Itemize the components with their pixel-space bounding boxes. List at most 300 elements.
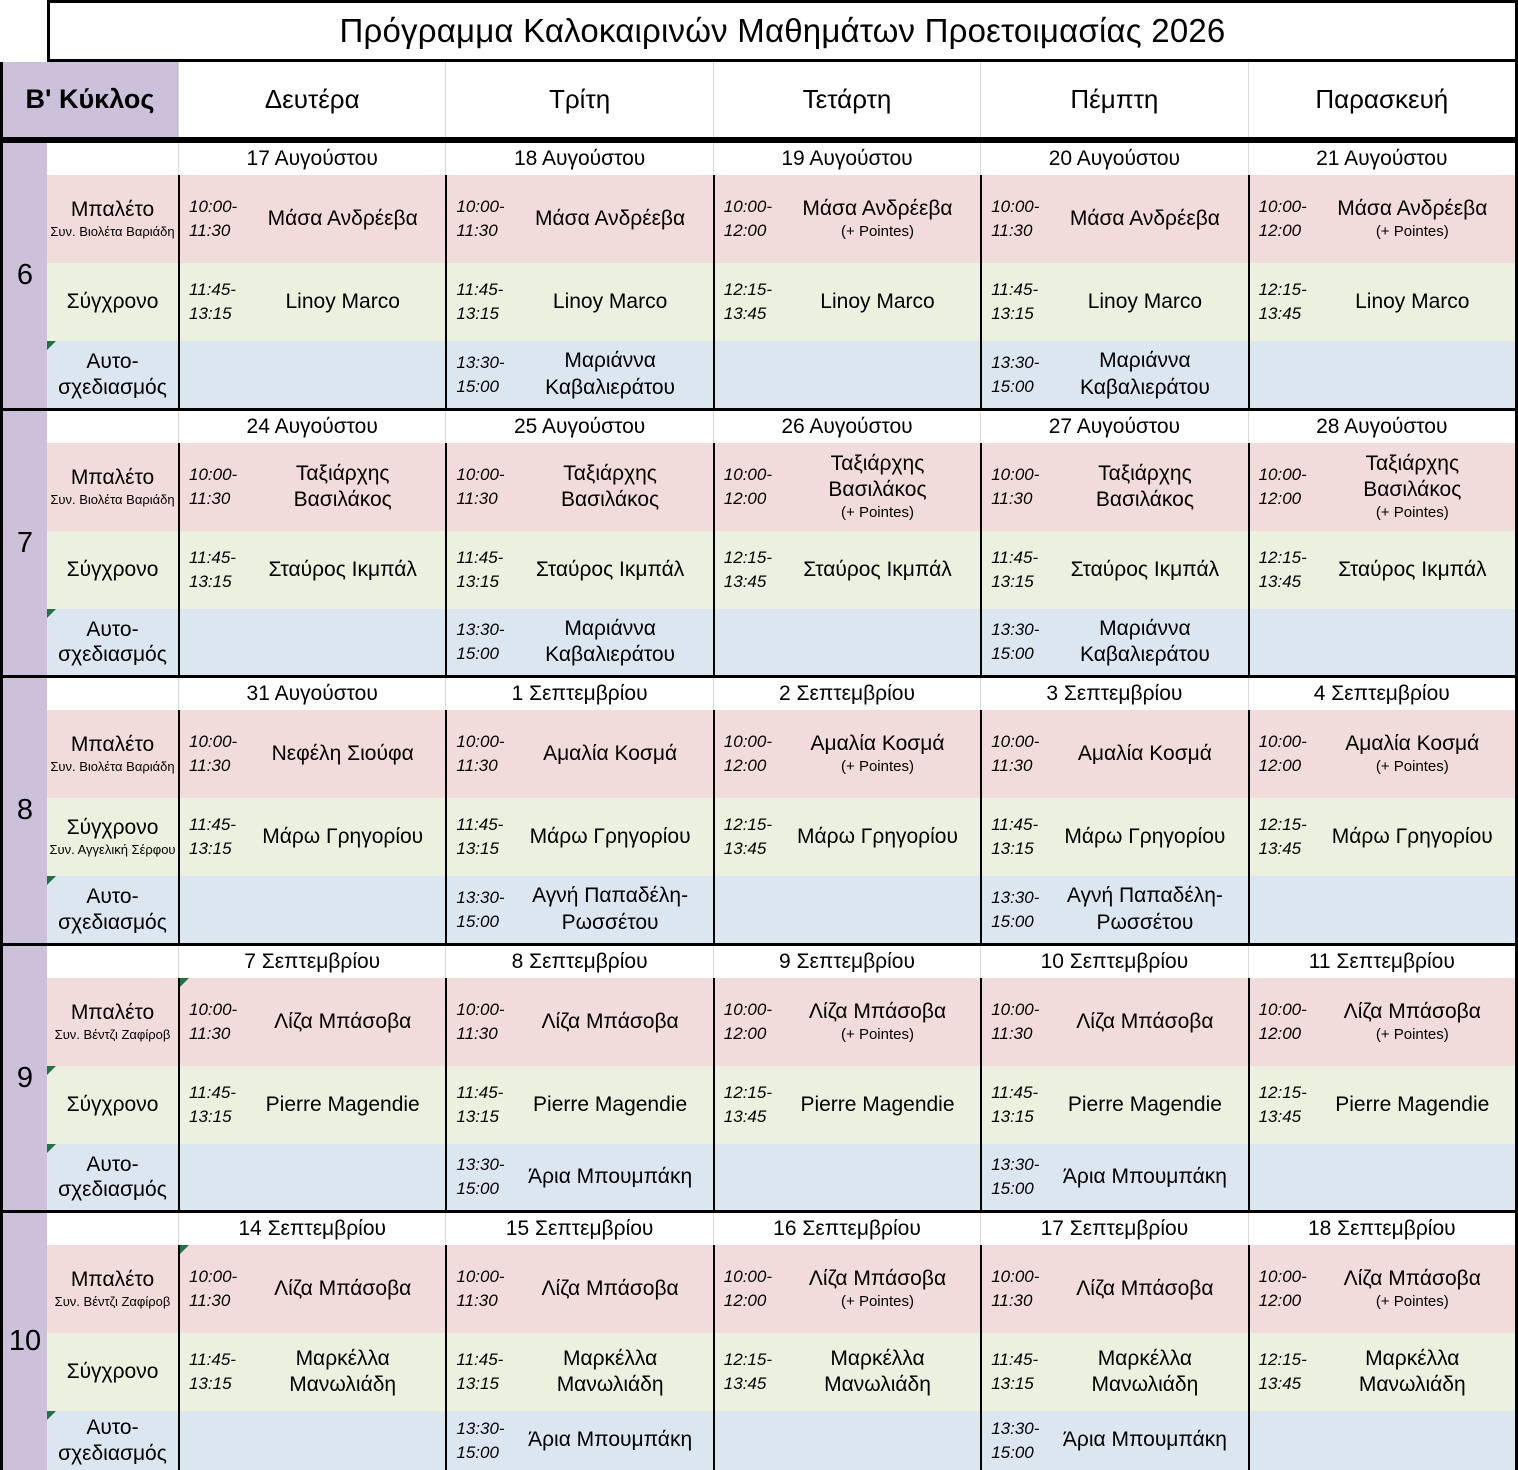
week-block bbox=[3, 140, 1515, 408]
header-row bbox=[3, 62, 1515, 140]
pointes-note: (+ Pointes) bbox=[841, 758, 914, 776]
label-spacer bbox=[47, 143, 178, 175]
week-row-labels bbox=[47, 143, 178, 408]
class-cell-improv bbox=[980, 1411, 1247, 1470]
teacher-name: Αμαλία Κοσμά bbox=[810, 732, 945, 755]
teacher-area bbox=[779, 1346, 980, 1399]
teacher-area bbox=[1046, 461, 1247, 514]
teacher-area bbox=[511, 1276, 712, 1302]
time-range: 13:30- 15:00 bbox=[991, 887, 1040, 931]
time-range: 13:30- 15:00 bbox=[991, 1155, 1040, 1198]
class-cell-contemp bbox=[713, 1333, 980, 1411]
row-label-contemp bbox=[47, 263, 178, 341]
day-column bbox=[445, 1213, 712, 1470]
time-range: 11:45- 13:15 bbox=[456, 548, 504, 591]
row-label-improv bbox=[47, 876, 178, 943]
class-cell-improv bbox=[980, 341, 1247, 408]
class-cell-improv bbox=[445, 609, 712, 675]
class-cell-contemp bbox=[980, 798, 1247, 876]
teacher-name: Λίζα Μπάσοβα bbox=[541, 1009, 679, 1033]
teacher-name: Λίζα Μπάσοβα bbox=[1343, 1267, 1481, 1290]
teacher-area bbox=[1314, 289, 1515, 315]
day-column bbox=[713, 411, 980, 675]
schedule-table bbox=[0, 62, 1518, 1470]
time-range: 12:15- 13:45 bbox=[723, 815, 772, 858]
teacher-name: Ταξιάρχης Βασιλάκος bbox=[561, 461, 660, 511]
teacher-name: Ταξιάρχης Βασιλάκος bbox=[1363, 451, 1462, 502]
row-label-text bbox=[47, 349, 178, 399]
day-column bbox=[980, 143, 1247, 408]
class-cell-ballet bbox=[445, 175, 712, 263]
class-cell-ballet bbox=[1248, 1245, 1515, 1333]
teacher-area bbox=[1046, 741, 1247, 767]
label-spacer bbox=[47, 411, 178, 443]
time-range: 10:00- 12:00 bbox=[1258, 1267, 1307, 1310]
week-number: 6 bbox=[3, 143, 47, 408]
teacher-area bbox=[244, 1092, 445, 1118]
teacher-area bbox=[779, 824, 980, 850]
class-cell-contemp bbox=[178, 263, 445, 341]
row-label-improv bbox=[47, 1411, 178, 1470]
time-range: 12:15- 13:45 bbox=[1258, 1350, 1307, 1393]
day-column bbox=[1248, 1213, 1515, 1470]
class-cell-improv bbox=[713, 609, 980, 675]
row-label-title: Αυτο-σχεδιασμός bbox=[58, 1416, 167, 1465]
day-column bbox=[980, 678, 1247, 943]
teacher-area bbox=[511, 883, 712, 936]
class-cell-ballet bbox=[178, 978, 445, 1066]
class-cell-contemp bbox=[445, 263, 712, 341]
class-cell-improv bbox=[1248, 1411, 1515, 1470]
time-range: 11:45- 13:15 bbox=[991, 280, 1039, 323]
pointes-note: (+ Pointes) bbox=[841, 223, 914, 241]
time-range: 13:30- 15:00 bbox=[456, 1418, 505, 1462]
teacher-name: Σταύρος Ικμπάλ bbox=[268, 557, 417, 581]
teacher-name: Σταύρος Ικμπάλ bbox=[1070, 557, 1220, 581]
class-cell-contemp bbox=[445, 1066, 712, 1144]
row-label-text bbox=[47, 815, 178, 858]
class-cell-improv bbox=[1248, 609, 1515, 675]
teacher-name: Ταξιάρχης Βασιλάκος bbox=[1095, 461, 1194, 511]
time-range: 11:45- 13:15 bbox=[991, 1350, 1039, 1393]
label-spacer bbox=[47, 678, 178, 710]
teacher-area bbox=[1314, 196, 1515, 242]
day-column bbox=[713, 143, 980, 408]
teacher-name: Λίζα Μπάσοβα bbox=[1076, 1276, 1214, 1300]
teacher-name: Linoy Marco bbox=[1355, 289, 1470, 313]
label-spacer bbox=[47, 1213, 178, 1245]
date-header: 7 Σεπτεμβρίου bbox=[178, 946, 445, 978]
teacher-area bbox=[244, 824, 445, 850]
class-cell-ballet bbox=[713, 443, 980, 531]
class-cell-ballet bbox=[980, 175, 1247, 263]
row-label-text bbox=[47, 1000, 178, 1043]
teacher-name: Linoy Marco bbox=[1087, 289, 1203, 313]
row-label-subtitle: Συν. Βέντζι Ζαφίροβ bbox=[54, 1294, 171, 1310]
teacher-area bbox=[1046, 206, 1247, 232]
teacher-area bbox=[511, 1164, 712, 1190]
teacher-area bbox=[1046, 1427, 1247, 1453]
class-cell-ballet bbox=[1248, 710, 1515, 798]
class-cell-improv bbox=[1248, 876, 1515, 943]
date-header: 31 Αυγούστου bbox=[178, 678, 445, 710]
week-row-labels bbox=[47, 946, 178, 1210]
time-range: 10:00- 11:30 bbox=[189, 1267, 238, 1310]
teacher-name: Αμαλία Κοσμά bbox=[543, 741, 678, 765]
teacher-name: Άρια Μπουμπάκη bbox=[528, 1428, 693, 1452]
row-label-text bbox=[47, 289, 178, 314]
class-cell-contemp bbox=[445, 1333, 712, 1411]
teacher-name: Pierre Magendie bbox=[533, 1092, 688, 1116]
row-label-text bbox=[47, 1415, 178, 1465]
class-cell-ballet bbox=[980, 978, 1247, 1066]
class-cell-ballet bbox=[713, 978, 980, 1066]
time-range: 12:15- 13:45 bbox=[723, 548, 772, 591]
teacher-area bbox=[1046, 616, 1247, 669]
class-cell-ballet bbox=[445, 1245, 712, 1333]
day-column bbox=[1248, 678, 1515, 943]
row-label-title: Σύγχρονο bbox=[66, 1093, 159, 1117]
time-range: 12:15- 13:45 bbox=[723, 1083, 772, 1126]
time-range: 10:00- 12:00 bbox=[723, 1267, 772, 1310]
teacher-name: Μάρω Γρηγορίου bbox=[262, 824, 424, 848]
class-cell-ballet bbox=[713, 1245, 980, 1333]
day-column bbox=[1248, 411, 1515, 675]
date-header: 2 Σεπτεμβρίου bbox=[713, 678, 980, 710]
teacher-name: Λίζα Μπάσοβα bbox=[808, 1267, 947, 1290]
teacher-area bbox=[1046, 824, 1247, 850]
teacher-name: Λίζα Μπάσοβα bbox=[1343, 1000, 1481, 1023]
class-cell-contemp bbox=[713, 263, 980, 341]
class-cell-ballet bbox=[980, 443, 1247, 531]
row-label-text bbox=[47, 884, 178, 934]
teacher-area bbox=[1046, 1346, 1247, 1399]
time-range: 10:00- 12:00 bbox=[1258, 465, 1307, 508]
teacher-name: Μάσα Ανδρέεβα bbox=[1337, 197, 1488, 220]
row-label-text bbox=[47, 1359, 178, 1384]
time-range: 10:00- 12:00 bbox=[723, 732, 772, 775]
teacher-name: Pierre Magendie bbox=[265, 1092, 420, 1116]
row-label-subtitle: Συν. Βιολέτα Βαριάδη bbox=[50, 759, 175, 775]
day-header-thursday: Πέμπτη bbox=[980, 62, 1247, 137]
row-label-title: Σύγχρονο bbox=[66, 558, 159, 582]
day-column bbox=[178, 1213, 445, 1470]
time-range: 11:45- 13:15 bbox=[189, 280, 236, 323]
teacher-name: Μάρω Γρηγορίου bbox=[1064, 824, 1226, 848]
week-number: 10 bbox=[3, 1213, 47, 1470]
pointes-note: (+ Pointes) bbox=[1375, 1026, 1449, 1044]
teacher-area bbox=[1314, 1092, 1515, 1118]
week-number: 8 bbox=[3, 678, 47, 943]
day-header-wednesday: Τετάρτη bbox=[713, 62, 980, 137]
class-cell-improv bbox=[713, 1144, 980, 1210]
day-column bbox=[178, 678, 445, 943]
class-cell-contemp bbox=[445, 798, 712, 876]
teacher-area bbox=[244, 557, 445, 583]
week-block bbox=[3, 408, 1515, 675]
time-range: 10:00- 11:30 bbox=[991, 732, 1040, 775]
teacher-name: Ταξιάρχης Βασιλάκος bbox=[293, 461, 392, 511]
row-label-text bbox=[47, 557, 178, 582]
teacher-area bbox=[244, 461, 445, 514]
date-header: 17 Αυγούστου bbox=[178, 143, 445, 175]
teacher-area bbox=[511, 461, 712, 514]
class-cell-ballet bbox=[713, 710, 980, 798]
class-cell-contemp bbox=[178, 798, 445, 876]
row-label-ballet bbox=[47, 710, 178, 798]
time-range: 10:00- 11:30 bbox=[456, 197, 505, 240]
teacher-name: Μάρω Γρηγορίου bbox=[797, 824, 958, 848]
teacher-name: Pierre Magendie bbox=[800, 1092, 955, 1116]
label-spacer bbox=[47, 946, 178, 978]
row-label-contemp bbox=[47, 1333, 178, 1411]
teacher-name: Μάρω Γρηγορίου bbox=[529, 824, 691, 848]
time-range: 11:45- 13:15 bbox=[189, 815, 236, 858]
teacher-name: Λίζα Μπάσοβα bbox=[808, 1000, 947, 1023]
teacher-area bbox=[511, 348, 712, 401]
class-cell-contemp bbox=[713, 1066, 980, 1144]
teacher-name: Μαρκέλλα Μανωλιάδη bbox=[1091, 1346, 1199, 1396]
teacher-name: Αγνή Παπαδέλη-Ρωσσέτου bbox=[1066, 884, 1223, 934]
teacher-name: Linoy Marco bbox=[285, 289, 400, 313]
time-range: 12:15- 13:45 bbox=[1258, 1083, 1307, 1126]
row-label-improv bbox=[47, 609, 178, 675]
class-cell-improv bbox=[445, 341, 712, 408]
time-range: 10:00- 11:30 bbox=[456, 1000, 505, 1043]
class-cell-ballet bbox=[980, 1245, 1247, 1333]
day-column bbox=[980, 411, 1247, 675]
teacher-name: Pierre Magendie bbox=[1067, 1092, 1222, 1116]
row-label-title: Αυτο-σχεδιασμός bbox=[58, 1152, 167, 1201]
class-cell-improv bbox=[178, 876, 445, 943]
time-range: 11:45- 13:15 bbox=[991, 548, 1039, 591]
class-cell-contemp bbox=[980, 531, 1247, 609]
teacher-name: Μαριάννα Καβαλιεράτου bbox=[545, 616, 676, 666]
time-range: 13:30- 15:00 bbox=[991, 352, 1040, 396]
time-range: 11:45- 13:15 bbox=[189, 1083, 236, 1126]
teacher-area bbox=[511, 824, 712, 850]
time-range: 10:00- 11:30 bbox=[991, 1267, 1040, 1310]
teacher-area bbox=[1046, 1092, 1247, 1118]
teacher-name: Μαρκέλλα Μανωλιάδη bbox=[824, 1346, 931, 1396]
row-label-title: Μπαλέτο bbox=[70, 466, 155, 490]
teacher-name: Μάσα Ανδρέεβα bbox=[1069, 206, 1220, 230]
time-range: 10:00- 11:30 bbox=[991, 465, 1040, 508]
time-range: 10:00- 11:30 bbox=[189, 465, 238, 508]
class-cell-improv bbox=[980, 1144, 1247, 1210]
teacher-area bbox=[779, 1266, 980, 1312]
class-cell-ballet bbox=[178, 443, 445, 531]
title-row bbox=[0, 0, 1518, 62]
time-range: 10:00- 12:00 bbox=[723, 465, 772, 508]
teacher-area bbox=[1314, 1266, 1515, 1312]
teacher-area bbox=[779, 1092, 980, 1118]
teacher-area bbox=[1314, 999, 1515, 1045]
day-header-tuesday: Τρίτη bbox=[445, 62, 712, 137]
time-range: 11:45- 13:15 bbox=[456, 1350, 504, 1393]
teacher-name: Άρια Μπουμπάκη bbox=[528, 1164, 693, 1188]
teacher-name: Λίζα Μπάσοβα bbox=[1076, 1009, 1214, 1033]
time-range: 10:00- 11:30 bbox=[189, 197, 238, 240]
teacher-area bbox=[779, 731, 980, 777]
date-header: 3 Σεπτεμβρίου bbox=[980, 678, 1247, 710]
time-range: 11:45- 13:15 bbox=[456, 815, 504, 858]
week-number: 9 bbox=[3, 946, 47, 1210]
teacher-name: Μαρκέλλα Μανωλιάδη bbox=[289, 1346, 397, 1396]
time-range: 10:00- 12:00 bbox=[1258, 732, 1307, 775]
teacher-name: Σταύρος Ικμπάλ bbox=[803, 557, 952, 581]
class-cell-contemp bbox=[713, 798, 980, 876]
pointes-note: (+ Pointes) bbox=[1375, 758, 1449, 776]
class-cell-improv bbox=[713, 876, 980, 943]
date-header: 16 Σεπτεμβρίου bbox=[713, 1213, 980, 1245]
weeks-container bbox=[3, 140, 1515, 1470]
time-range: 12:15- 13:45 bbox=[723, 280, 772, 323]
date-header: 18 Αυγούστου bbox=[445, 143, 712, 175]
class-cell-improv bbox=[178, 1411, 445, 1470]
day-column bbox=[1248, 143, 1515, 408]
teacher-name: Μαρκέλλα Μανωλιάδη bbox=[556, 1346, 664, 1396]
time-range: 10:00- 12:00 bbox=[723, 1000, 772, 1043]
row-label-title: Σύγχρονο bbox=[66, 290, 159, 314]
date-header: 27 Αυγούστου bbox=[980, 411, 1247, 443]
day-column bbox=[445, 143, 712, 408]
time-range: 13:30- 15:00 bbox=[456, 1155, 505, 1198]
class-cell-ballet bbox=[445, 710, 712, 798]
teacher-area bbox=[1046, 1276, 1247, 1302]
teacher-area bbox=[244, 1009, 445, 1035]
row-label-text bbox=[47, 1267, 178, 1310]
date-header: 11 Σεπτεμβρίου bbox=[1248, 946, 1515, 978]
class-cell-contemp bbox=[178, 531, 445, 609]
class-cell-contemp bbox=[980, 263, 1247, 341]
class-cell-ballet bbox=[1248, 978, 1515, 1066]
date-header: 8 Σεπτεμβρίου bbox=[445, 946, 712, 978]
teacher-area bbox=[779, 999, 980, 1045]
time-range: 10:00- 12:00 bbox=[1258, 197, 1307, 240]
day-column bbox=[713, 946, 980, 1210]
day-column bbox=[713, 1213, 980, 1470]
class-cell-contemp bbox=[1248, 798, 1515, 876]
teacher-area bbox=[779, 289, 980, 315]
time-range: 10:00- 12:00 bbox=[723, 197, 772, 240]
teacher-area bbox=[511, 1092, 712, 1118]
teacher-area bbox=[1314, 731, 1515, 777]
date-header: 10 Σεπτεμβρίου bbox=[980, 946, 1247, 978]
date-header: 21 Αυγούστου bbox=[1248, 143, 1515, 175]
time-range: 10:00- 11:30 bbox=[991, 197, 1040, 240]
teacher-area bbox=[244, 206, 445, 232]
class-cell-ballet bbox=[178, 710, 445, 798]
class-cell-ballet bbox=[980, 710, 1247, 798]
class-cell-improv bbox=[178, 609, 445, 675]
day-column bbox=[713, 678, 980, 943]
teacher-area bbox=[1314, 451, 1515, 523]
time-range: 11:45- 13:15 bbox=[991, 815, 1039, 858]
time-range: 12:15- 13:45 bbox=[723, 1350, 772, 1393]
class-cell-improv bbox=[713, 1411, 980, 1470]
teacher-name: Λίζα Μπάσοβα bbox=[274, 1276, 412, 1300]
class-cell-contemp bbox=[980, 1066, 1247, 1144]
row-label-title: Μπαλέτο bbox=[70, 1001, 155, 1025]
time-range: 10:00- 11:30 bbox=[189, 1000, 238, 1043]
time-range: 12:15- 13:45 bbox=[1258, 280, 1307, 323]
teacher-name: Μαριάννα Καβαλιεράτου bbox=[1079, 616, 1210, 666]
teacher-area bbox=[511, 206, 712, 232]
teacher-area bbox=[779, 196, 980, 242]
teacher-area bbox=[1314, 557, 1515, 583]
class-cell-improv bbox=[980, 876, 1247, 943]
class-cell-improv bbox=[980, 609, 1247, 675]
teacher-name: Αμαλία Κοσμά bbox=[1345, 732, 1480, 755]
class-cell-contemp bbox=[713, 531, 980, 609]
day-column bbox=[445, 411, 712, 675]
class-cell-contemp bbox=[178, 1333, 445, 1411]
teacher-name: Σταύρος Ικμπάλ bbox=[535, 557, 685, 581]
pointes-note: (+ Pointes) bbox=[1375, 504, 1449, 522]
row-label-ballet bbox=[47, 175, 178, 263]
pointes-note: (+ Pointes) bbox=[841, 504, 914, 522]
teacher-name: Αμαλία Κοσμά bbox=[1077, 741, 1212, 765]
time-range: 13:30- 15:00 bbox=[991, 1418, 1040, 1462]
row-label-improv bbox=[47, 341, 178, 408]
class-cell-improv bbox=[1248, 341, 1515, 408]
row-label-improv bbox=[47, 1144, 178, 1210]
date-header: 18 Σεπτεμβρίου bbox=[1248, 1213, 1515, 1245]
week-row-labels bbox=[47, 1213, 178, 1470]
row-label-title: Μπαλέτο bbox=[70, 1268, 155, 1292]
time-range: 12:15- 13:45 bbox=[1258, 815, 1307, 858]
teacher-area bbox=[511, 289, 712, 315]
row-label-contemp bbox=[47, 531, 178, 609]
week-block bbox=[3, 1210, 1515, 1470]
time-range: 11:45- 13:15 bbox=[456, 1083, 504, 1126]
teacher-area bbox=[244, 1346, 445, 1399]
teacher-area bbox=[1046, 883, 1247, 936]
time-range: 11:45- 13:15 bbox=[991, 1083, 1039, 1126]
teacher-name: Linoy Marco bbox=[552, 289, 668, 313]
class-cell-improv bbox=[445, 876, 712, 943]
teacher-area bbox=[511, 1009, 712, 1035]
class-cell-ballet bbox=[713, 175, 980, 263]
time-range: 13:30- 15:00 bbox=[456, 620, 505, 663]
row-label-text bbox=[47, 465, 178, 508]
teacher-area bbox=[511, 616, 712, 669]
class-cell-contemp bbox=[980, 1333, 1247, 1411]
time-range: 11:45- 13:15 bbox=[456, 280, 504, 323]
teacher-name: Άρια Μπουμπάκη bbox=[1062, 1164, 1227, 1188]
teacher-name: Λίζα Μπάσοβα bbox=[541, 1276, 679, 1300]
day-header-friday: Παρασκευή bbox=[1248, 62, 1515, 137]
date-header: 25 Αυγούστου bbox=[445, 411, 712, 443]
time-range: 10:00- 11:30 bbox=[189, 732, 238, 775]
class-cell-improv bbox=[445, 1411, 712, 1470]
teacher-name: Σταύρος Ικμπάλ bbox=[1338, 557, 1487, 581]
date-header: 17 Σεπτεμβρίου bbox=[980, 1213, 1247, 1245]
teacher-area bbox=[511, 1346, 712, 1399]
teacher-area bbox=[244, 741, 445, 767]
pointes-note: (+ Pointes) bbox=[1375, 1293, 1449, 1311]
date-header: 1 Σεπτεμβρίου bbox=[445, 678, 712, 710]
week-row-labels bbox=[47, 411, 178, 675]
pointes-note: (+ Pointes) bbox=[841, 1293, 914, 1311]
time-range: 13:30- 15:00 bbox=[456, 887, 505, 931]
teacher-area bbox=[779, 557, 980, 583]
class-cell-improv bbox=[713, 341, 980, 408]
day-column bbox=[178, 946, 445, 1210]
date-header: 19 Αυγούστου bbox=[713, 143, 980, 175]
teacher-name: Μαριάννα Καβαλιεράτου bbox=[545, 349, 676, 399]
